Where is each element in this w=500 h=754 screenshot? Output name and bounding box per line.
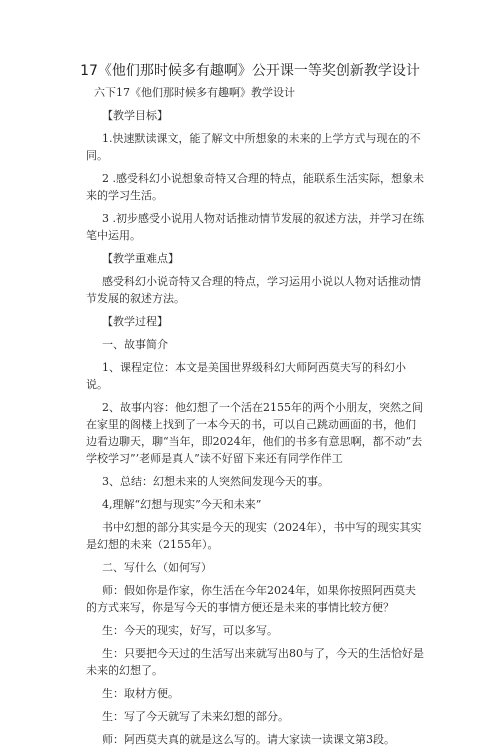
process-item-4-text: 书中幻想的部分其实是今天的现实（2024年），书中写的现实其实是幻想的未来（2155年）。 bbox=[86, 521, 422, 551]
process-item-2: 2、故事内容：他幻想了一个活在2155年的两个小朋友，突然之间在家里的阁楼上找到了一本今天的书，可以自己跳动画面的书，他们边看边聊天，聊“当年，即2024年，他们的书多有意思啊，都不动”去学校学习”’老师是真人”读不好留下来还有同学作伴工 bbox=[86, 401, 423, 465]
goal-item-1: 1.快速默读课文，能了解文中所想象的未来的上学方式与现在的不同。 bbox=[86, 132, 421, 162]
dialogue-student-4: 生：写了今天就写了未来幻想的部分。 bbox=[102, 710, 289, 723]
document-title: 17《他们那时候多有趣啊》公开课一等奖创新教学设计 bbox=[80, 63, 420, 79]
lesson-subtitle: 六下17《他们那时候多有趣啊》教学设计 bbox=[94, 86, 295, 99]
part-two-heading: 二、写什么（如何写） bbox=[102, 561, 212, 574]
section-heading-process: 【教学过程】 bbox=[102, 315, 168, 328]
section-heading-keypoints: 【教学重难点】 bbox=[102, 252, 179, 265]
document-body bbox=[86, 84, 426, 754]
dialogue-teacher-2: 师：阿西莫夫真的就是这么写的。请大家读一读课文第3段。 bbox=[102, 733, 395, 746]
dialogue-teacher-1: 师：假如你是作家，你生活在今年2024年，如果你按照阿西莫夫的方式来写，你是写今天的事情方便还是未来的事情比较方便？ bbox=[86, 584, 416, 614]
process-item-1: 1、课程定位：本文是美国世界级科幻大师阿西莫夫写的科幻小说。 bbox=[86, 361, 406, 391]
part-one-heading: 一、故事简介 bbox=[102, 338, 168, 351]
keypoints-text: 感受科幻小说奇特又合理的特点，学习运用小说以人物对话推动情节发展的叙述方法。 bbox=[86, 275, 421, 305]
dialogue-student-3: 生：取材方便。 bbox=[102, 687, 179, 700]
section-heading-goals: 【教学目标】 bbox=[102, 109, 168, 122]
goal-item-2: 2 .感受科幻小说想象奇特又合理的特点，能联系生活实际，想象未来的学习生活。 bbox=[86, 172, 424, 202]
dialogue-student-2: 生：只要把今天过的生活写出来就写出80与了，今天的生活恰好是未来的幻想了。 bbox=[86, 647, 424, 677]
goal-item-3: 3 .初步感受小说用人物对话推动情节发展的叙述方法，并学习在练笔中运用。 bbox=[86, 212, 424, 242]
dialogue-student-1: 生：今天的现实，好写，可以多写。 bbox=[102, 624, 278, 637]
process-item-4: 4,理解“幻想与现实”今天和未来” bbox=[102, 498, 262, 511]
process-item-3: 3、总结：幻想未来的人突然间发现今天的事。 bbox=[102, 475, 329, 488]
